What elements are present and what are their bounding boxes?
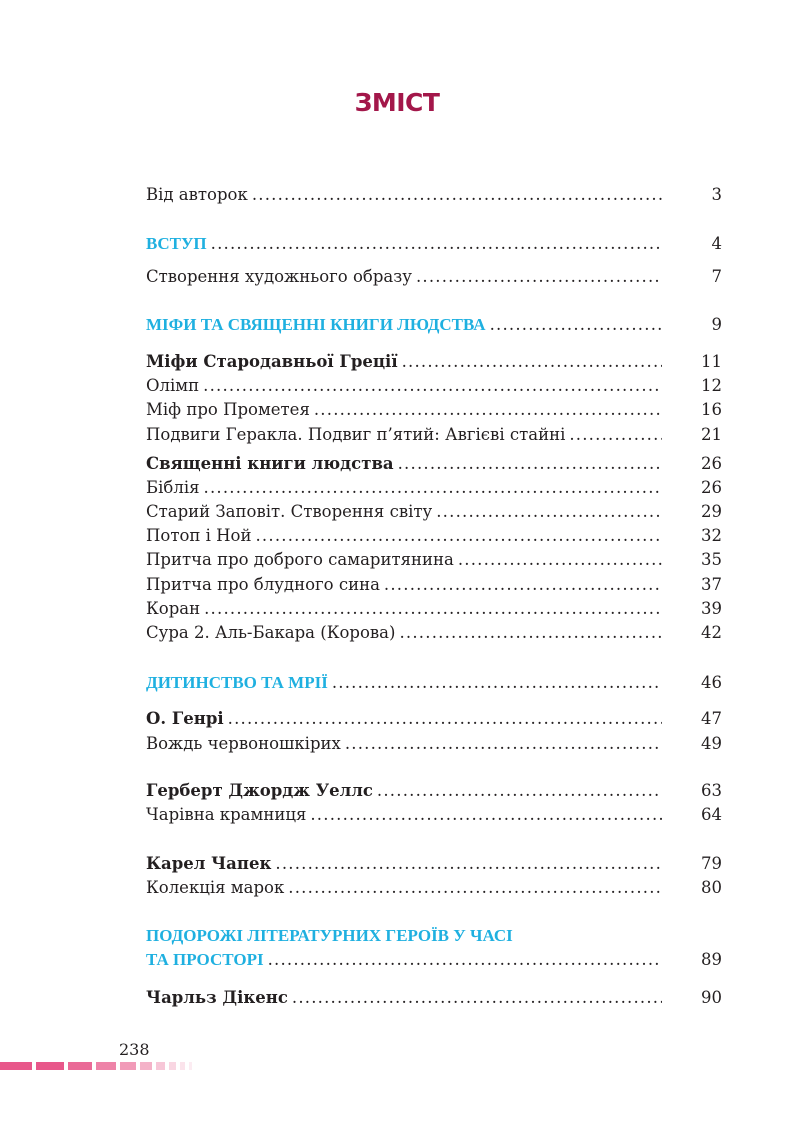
toc-page-number: 4 [711,234,722,253]
toc-section-title: ТА ПРОСТОРІ [146,950,264,969]
toc-page-number: 39 [701,599,722,618]
toc-page-number: 49 [701,734,722,753]
toc-page-number: 16 [701,400,722,419]
dot-leader [384,573,662,597]
dot-leader [377,779,662,803]
toc-row[interactable] [146,398,722,422]
toc-author-title: О. Генрі [146,709,224,728]
toc-row[interactable] [146,524,722,548]
toc-row[interactable] [146,948,722,972]
toc-entry-title: Олімп [146,376,200,395]
toc-row[interactable] [146,779,722,803]
toc-row[interactable] [146,671,722,695]
toc-entry-title: Притча про доброго самаритянина [146,550,454,569]
toc-entry-title: Потоп і Ной [146,526,252,545]
toc-entry-title: Створення художнього образу [146,267,412,286]
toc-row[interactable] [146,452,722,476]
toc-entry-title: Біблія [146,478,200,497]
toc-row[interactable] [146,232,722,256]
dot-leader [228,707,662,731]
toc-page-number: 26 [701,478,722,497]
toc-row[interactable] [146,803,722,827]
footer-stripe-decoration [0,1062,220,1070]
toc-row[interactable] [146,732,722,756]
dot-leader [399,621,662,645]
toc-row[interactable] [146,876,722,900]
dot-leader [255,524,662,548]
toc-author-title: Чарльз Дікенс [146,988,288,1007]
dot-leader [436,500,662,524]
page-title: ЗМІСТ [354,88,440,117]
toc-entry-title: Коран [146,599,201,618]
toc-page-number: 64 [701,805,722,824]
toc-row[interactable] [146,707,722,731]
dot-leader [288,876,662,900]
toc-page-number: 35 [701,550,722,569]
toc-entry-title: Від авторок [146,185,248,204]
dot-leader [569,423,662,447]
toc-page-number: 63 [701,781,722,800]
toc-row[interactable] [146,852,722,876]
toc-page-number: 42 [701,623,722,642]
toc-row[interactable] [146,423,722,447]
dot-leader [203,374,662,398]
toc-author-title: Священні книги людства [146,454,394,473]
toc-author-title: Карел Чапек [146,854,272,873]
dot-leader [398,452,662,476]
dot-leader [490,313,662,337]
toc-page-number: 21 [701,425,722,444]
dot-leader [204,597,662,621]
toc-page-number: 32 [701,526,722,545]
toc-page-number: 12 [701,376,722,395]
toc-page-number: 47 [701,709,722,728]
toc-section-title-line1: ПОДОРОЖІ ЛІТЕРАТУРНИХ ГЕРОЇВ У ЧАСІ [146,926,513,945]
toc-row[interactable] [146,621,722,645]
toc-page-number: 26 [701,454,722,473]
toc-page-number: 7 [711,267,722,286]
toc-row[interactable] [146,265,722,289]
toc-page-number: 37 [701,575,722,594]
dot-leader [458,548,662,572]
dot-leader [211,232,662,256]
toc-page-number: 9 [711,315,722,334]
toc-entry-title: Старий Заповіт. Створення світу [146,502,433,521]
toc-row[interactable] [146,986,722,1010]
toc-entry-title: Колекція марок [146,878,285,897]
dot-leader [402,350,662,374]
toc-row[interactable] [146,350,722,374]
toc-section-title: ВСТУП [146,234,207,253]
dot-leader [345,732,662,756]
toc-page-number: 11 [701,352,722,371]
toc-entry-title: Притча про блудного сина [146,575,380,594]
toc-author-title: Міфи Стародавньої Греції [146,352,398,371]
toc-page-number: 3 [711,185,722,204]
toc-entry-title: Сура 2. Аль-Бакара (Корова) [146,623,396,642]
dot-leader [268,948,662,972]
dot-leader [310,803,662,827]
dot-leader [292,986,662,1010]
toc-row[interactable] [146,313,722,337]
toc-page-number: 29 [701,502,722,521]
toc-row[interactable] [146,597,722,621]
dot-leader [332,671,662,695]
toc-row[interactable] [146,374,722,398]
toc-row[interactable] [146,183,722,207]
toc-row[interactable] [146,573,722,597]
dot-leader [252,183,662,207]
toc-page-number: 89 [701,950,722,969]
toc-row[interactable] [146,500,722,524]
toc-page-number: 90 [701,988,722,1007]
dot-leader [275,852,662,876]
toc-row[interactable] [146,548,722,572]
toc-author-title: Герберт Джордж Уеллс [146,781,373,800]
toc-entry-title: Чарівна крамниця [146,805,307,824]
toc-page-number: 79 [701,854,722,873]
toc-page-number: 46 [701,673,722,692]
page-number: 238 [119,1040,150,1059]
toc-row[interactable] [146,476,722,500]
toc-page-number: 80 [701,878,722,897]
toc-entry-title: Подвиги Геракла. Подвиг п’ятий: Авгієві стайні [146,425,566,444]
dot-leader [314,398,662,422]
toc-section-title: МІФИ ТА СВЯЩЕННІ КНИГИ ЛЮДСТВА [146,315,486,334]
toc-entry-title: Міф про Прометея [146,400,310,419]
dot-leader [204,476,662,500]
dot-leader [416,265,662,289]
toc-section-title: ДИТИНСТВО ТА МРІЇ [146,673,328,692]
toc-entry-title: Вождь червоношкірих [146,734,341,753]
